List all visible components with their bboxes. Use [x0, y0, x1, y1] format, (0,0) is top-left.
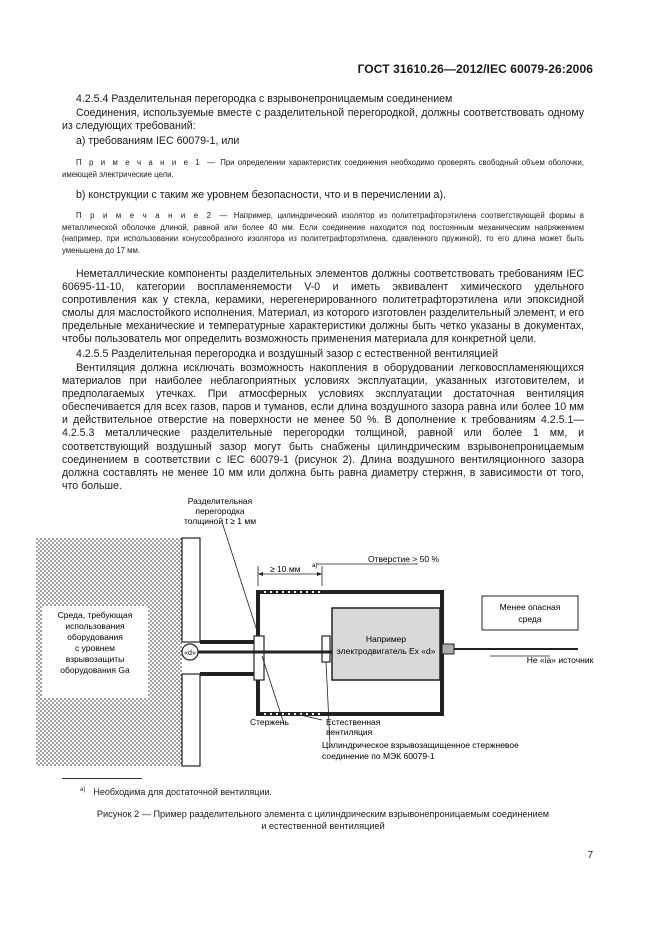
- footnote-marker: a): [80, 787, 86, 793]
- label-env-5: взрывозащиты: [65, 654, 125, 664]
- source-d-label: «d»: [184, 650, 196, 657]
- paragraph-nonmetallic: Неметаллические компоненты разделительных элементов должны соответствовать требованиям IEC 60695-11-10, категории воспламеняемости V-0 и иметь эквивалент химического удельного сопротивления как у стекла, керамики, нерегенерированного политетрафторэтилена или эпоксидной смолы для маслостойкого исполнения. Материал, из которого изготовлен разделительный элемент, и его предельные механические и температурные характеристики должны быть четко указаны в документах, чтобы пользователь мог определить возможность применения материала для конкретной цели.: [62, 268, 584, 346]
- cable-gland: [442, 644, 454, 654]
- note-2: [62, 210, 584, 256]
- label-env-4: с уровнем: [74, 643, 116, 653]
- label-partition-2: перегородка: [195, 506, 245, 516]
- note-1: [62, 157, 584, 180]
- label-motor-1: Например: [365, 634, 407, 644]
- label-joint-2: соединение по МЭК 60079-1: [322, 751, 435, 761]
- section-heading-4254: 4.2.5.4 Разделительная перегородка с взрывонепроницаемым соединением: [76, 93, 453, 105]
- note-2-label: П р и м е ч а н и е 2 —: [76, 211, 230, 220]
- section-heading-4255: 4.2.5.5 Разделительная перегородка и воздушный зазор с естественной вентиляцией: [76, 348, 498, 360]
- note-2-text: Например, цилиндрический изолятор из политетрафторэтилена соответствующей формы в металлической оболочке длиной, равной или более 40 мм. Если соединение находится под постоянным механическим напряжением (например, при использовании конусообразного изолятора из политетрафторэтилена, сдавленного пружиной), то его длина может быть уменьшена до 17 мм.: [62, 211, 584, 255]
- figure-caption: [62, 808, 584, 832]
- footnote: [80, 787, 272, 797]
- label-less-hazard-2: среда: [518, 614, 542, 624]
- label-less-hazard-1: Менее опасная: [499, 602, 561, 612]
- list-item-b: b) конструкции с таким же уровнем безопасности, что и в перечислении a).: [76, 189, 446, 201]
- partition-leader: [222, 522, 258, 634]
- label-vent-1: Естественная: [326, 717, 381, 727]
- label-vent-2: вентиляция: [326, 727, 373, 737]
- page-number: 7: [587, 850, 593, 861]
- label-motor-2: электродвигатель Ex «d»: [336, 646, 436, 656]
- page-header-title: ГОСТ 31610.26—2012/IEC 60079-26:2006: [357, 62, 593, 76]
- flame-path-sleeve: [322, 636, 330, 662]
- paragraph-ventilation: Вентиляция должна исключать возможность накопления в оборудовании легковоспламеняющихся материалов при наиболее неблагоприятных условиях эксплуатации, указанных изготовителем, и предполагаемых утечках. При атмосферных условиях эксплуатации достаточная вентиляция обеспечивается для всех газов, паров и туманов, если длина воздушного зазора равна или более 10 мм и действительное отверстие на поверхности не менее 50 %. В дополнение к требованиям 4.2.5.1—4.2.5.3 металлические разделительные перегородки толщиной, равной или более 1 мм, и соответствующий воздушный зазор могут быть снабжены цилиндрическим взрывонепроницаемым соединением в соответствии с IEC 60079-1 (рисунок 2). Длина воздушного вентиляционного зазора должна составлять не менее 10 мм или должна быть равна диаметру стержня, в зависимости от того, что больше.: [62, 362, 584, 492]
- note-1-label: П р и м е ч а н и е 1 —: [76, 158, 217, 167]
- label-env-2: использования: [65, 621, 125, 631]
- label-opening: Отверстие > 50 %: [368, 554, 440, 564]
- label-partition-3: толщиной t ≥ 1 мм: [183, 516, 257, 526]
- footnote-rule: [62, 778, 142, 779]
- label-rod: Стержень: [250, 717, 289, 727]
- label-partition-1: Разделительная: [187, 496, 253, 506]
- label-source: Не «ia» источник: [526, 655, 594, 665]
- footnote-text: Необходима для достаточной вентиляции.: [93, 787, 273, 797]
- caption-line-2: и естественной вентиляцией: [261, 821, 385, 831]
- wall-upper: [182, 538, 200, 642]
- label-env-3: оборудования: [67, 632, 123, 642]
- paragraph-joints: Соединения, используемые вместе с разделительной перегородкой, должны соответствовать одному из следующих требований:: [62, 107, 584, 133]
- label-gap-sup: a): [312, 563, 318, 569]
- list-item-a: a) требованиям IEC 60079-1, или: [76, 135, 240, 147]
- motor-box: [332, 608, 440, 680]
- caption-line-1: Рисунок 2 — Пример разделительного элемента с цилиндрическим взрывонепроницаемым соединением: [96, 809, 550, 819]
- note-1-text: При определении характеристик соединения необходимо проверять свободный объем оболочки, имеющей электрические цели.: [62, 158, 584, 179]
- label-gap: ≥ 10 мм: [270, 564, 301, 574]
- label-joint-1: Цилиндрическое взрывозащищенное стержневое: [322, 740, 519, 750]
- wall-lower: [182, 674, 200, 766]
- label-env-6: оборудования Ga: [60, 665, 130, 675]
- label-env-1: Среда, требующая: [57, 610, 133, 620]
- figure-2-diagram: [30, 496, 640, 772]
